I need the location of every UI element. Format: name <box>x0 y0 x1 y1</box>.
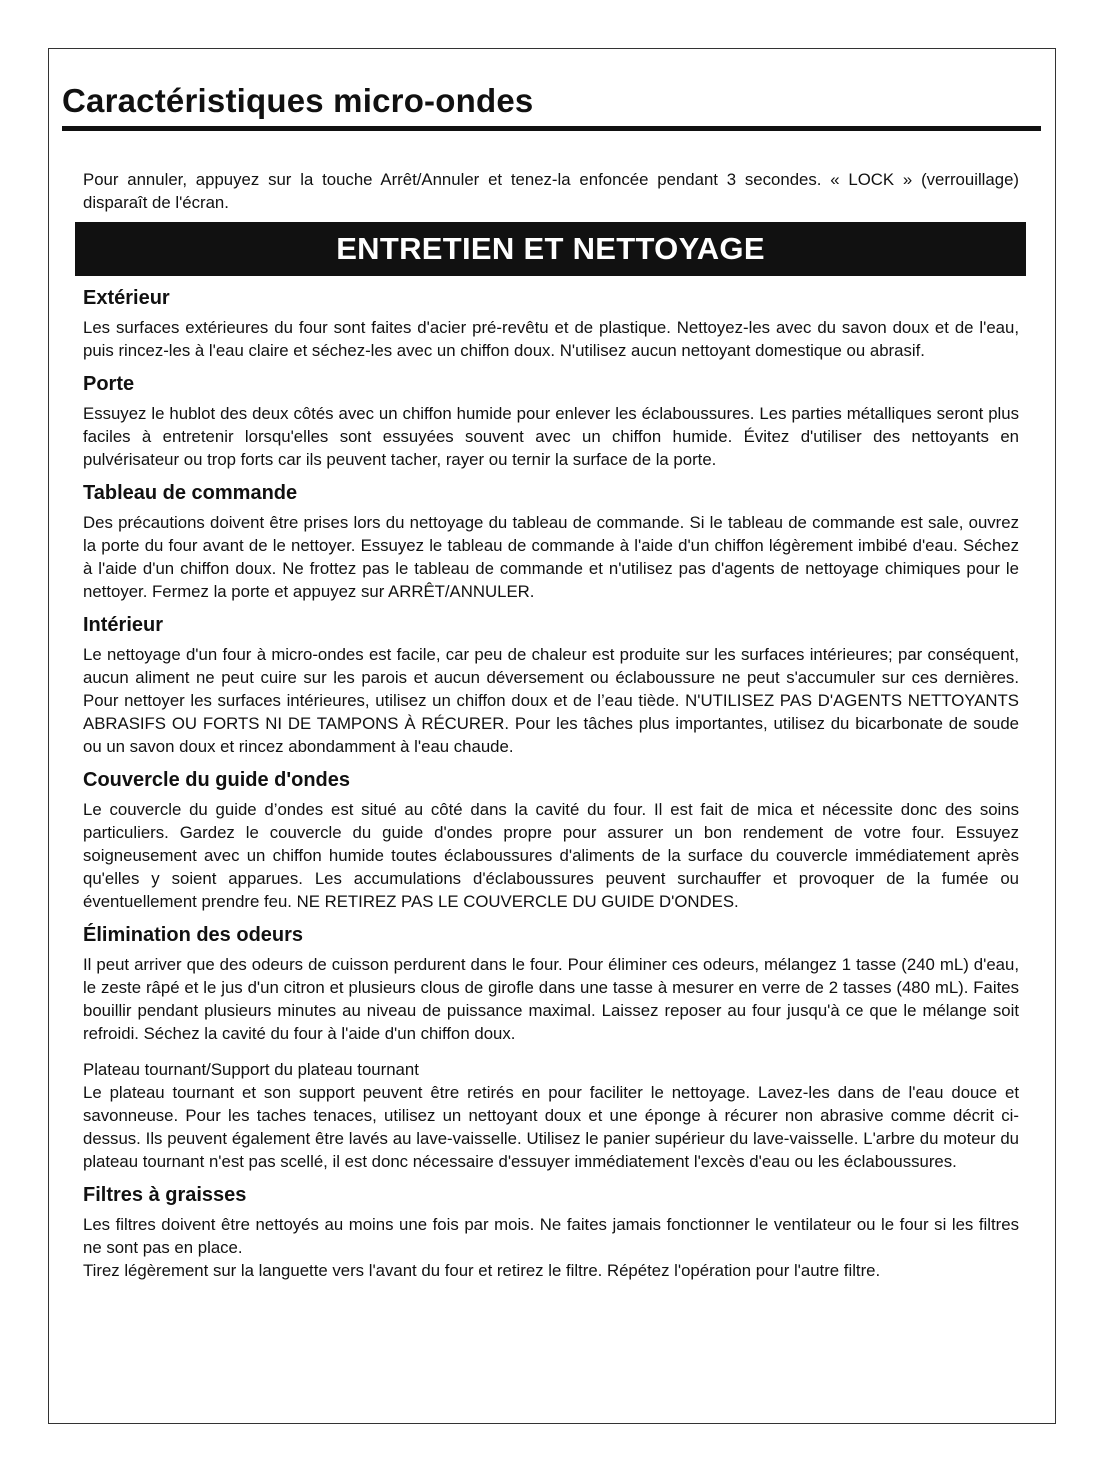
section-paragraph: Il peut arriver que des odeurs de cuisson perdurent dans le four. Pour éliminer ces odeurs, mélangez 1 tasse (240 mL) d'eau, le zeste râpé et le jus d'un citron et plusieurs clous de girofle dans une tasse à mesurer en verre de 2 tasses (480 mL). Faites bouillir pendant plusieurs minutes au niveau de puissance maximal. Laissez reposer au four jusqu'à ce que le mélange soit refroidi. Séchez la cavité du four à l'aide d'un chiffon doux. <box>83 955 1019 1043</box>
section-paragraph-2: Tirez légèrement sur la languette vers l'avant du four et retirez le filtre. Répétez l'opération pour l'autre filtre. <box>83 1261 881 1280</box>
section-paragraph: Le couvercle du guide d’ondes est situé au côté dans la cavité du four. Il est fait de mica et nécessite donc des soins particuliers. Gardez le couvercle du guide d'ondes propre pour assurer un bon rendement de votre four. Essuyez soigneusement avec un chiffon humide toutes éclaboussures d'aliments de la surface du couvercle immédiatement après qu'elles y soient apparues. Les accumulations d'éclaboussures peuvent surchauffer et provoquer de la fumée ou éventuellement prendre feu. NE RETIREZ PAS LE COUVERCLE DU GUIDE D'ONDES. <box>83 800 1019 911</box>
intro-paragraph: Pour annuler, appuyez sur la touche Arrêt/Annuler et tenez-la enfoncée pendant 3 secondes. « LOCK » (verrouillage) disparaît de l'écran. <box>83 170 1019 212</box>
section-filtres-graisses <box>83 1181 1019 1282</box>
section-paragraph: Les filtres doivent être nettoyés au moins une fois par mois. Ne faites jamais fonctionner le ventilateur ou le four si les filtres ne sont pas en place. <box>83 1215 1019 1257</box>
section-exterieur <box>83 284 1019 362</box>
section-couvercle-guide-ondes <box>83 766 1019 913</box>
title-rule <box>62 126 1041 131</box>
section-paragraph: Le nettoyage d'un four à micro-ondes est facile, car peu de chaleur est produite sur les surfaces intérieures; par conséquent, aucun aliment ne peut cuire sur les parois et aucun déversement ou éclaboussure ne peut s'accumuler sur ces dernières. Pour nettoyer les surfaces intérieures, utilisez un chiffon doux et de l’eau tiède. N'UTILISEZ PAS D'AGENTS NETTOYANTS ABRASIFS OU FORTS NI DE TAMPONS À RÉCURER. Pour les tâches plus importantes, utilisez du bicarbonate de soude ou un savon doux et rincez abondamment à l'eau chaude. <box>83 645 1019 756</box>
section-heading: Tableau de commande <box>83 482 298 504</box>
section-heading: Extérieur <box>83 287 170 309</box>
section-elimination-odeurs <box>83 921 1019 1045</box>
section-banner: ENTRETIEN ET NETTOYAGE <box>75 222 1026 276</box>
section-heading: Élimination des odeurs <box>83 924 304 946</box>
section-interieur <box>83 611 1019 758</box>
section-heading: Intérieur <box>83 614 164 636</box>
section-heading: Couvercle du guide d'ondes <box>83 769 351 791</box>
section-paragraph: Le plateau tournant et son support peuvent être retirés en pour faciliter le nettoyage. Lavez-les dans de l'eau douce et savonneuse. Pour les taches tenaces, utilisez un nettoyant doux et une éponge à récurer non abrasive comme décrit ci-dessus. Ils peuvent également être lavés au lave-vaisselle. Utilisez le panier supérieur du lave-vaisselle. L'arbre du moteur du plateau tournant n'est pas scellé, il est donc nécessaire d'essuyer immédiatement l'excès d'eau ou les éclaboussures. <box>83 1083 1019 1171</box>
section-paragraph: Les surfaces extérieures du four sont faites d'acier pré-revêtu et de plastique. Nettoyez-les avec du savon doux et de l'eau, puis rincez-les à l'eau claire et séchez-les avec un chiffon doux. N'utilisez aucun nettoyant domestique ou abrasif. <box>83 318 1019 360</box>
section-heading: Porte <box>83 373 135 395</box>
section-paragraph: Essuyez le hublot des deux côtés avec un chiffon humide pour enlever les éclaboussures. Les parties métalliques seront plus faciles à entretenir lorsqu'elles sont essuyées souvent avec un chiffon humide. Évitez d'utiliser des nettoyants en pulvérisateur ou trop forts car ils peuvent tacher, rayer ou ternir la surface de la porte. <box>83 404 1019 469</box>
section-tableau-de-commande <box>83 479 1019 603</box>
subsection-title: Plateau tournant/Support du plateau tournant <box>83 1060 419 1079</box>
section-plateau-tournant <box>83 1058 1019 1173</box>
section-paragraph: Des précautions doivent être prises lors du nettoyage du tableau de commande. Si le tableau de commande est sale, ouvrez la porte du four avant de le nettoyer. Essuyez le tableau de commande à l'aide d'un chiffon légèrement imbibé d'eau. Séchez à l'aide d'un chiffon doux. Ne frottez pas le tableau de commande et n'utilisez pas d'agents de nettoyage chimiques pour le nettoyer. Fermez la porte et appuyez sur ARRÊT/ANNULER. <box>83 513 1019 601</box>
section-heading: Filtres à graisses <box>83 1184 247 1206</box>
page-content <box>83 168 1019 1290</box>
page-title: Caractéristiques micro-ondes <box>62 82 534 119</box>
section-porte <box>83 370 1019 471</box>
